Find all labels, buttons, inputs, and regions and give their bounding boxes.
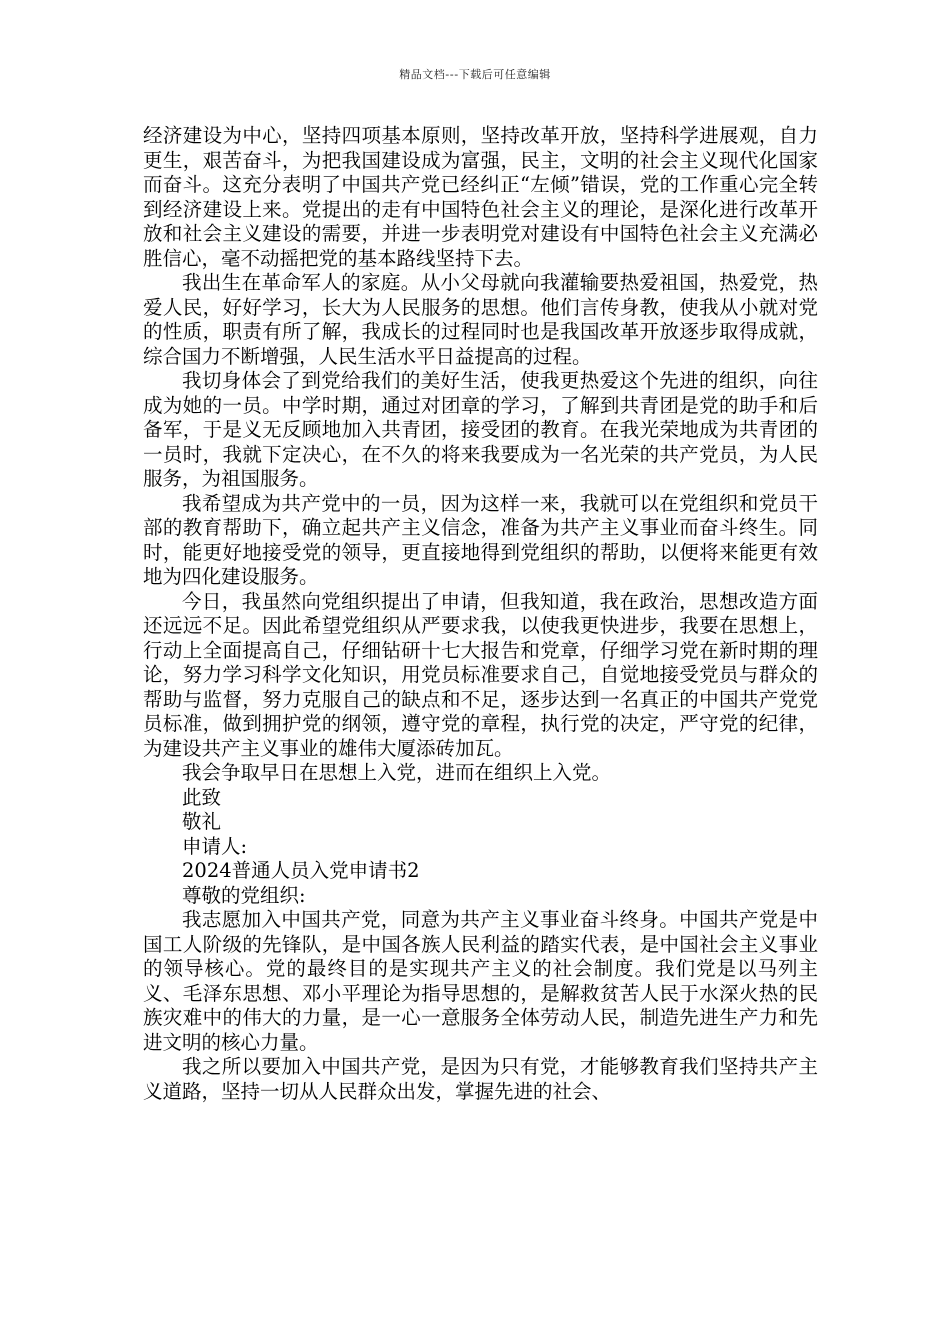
paragraph-3: 我切身体会了到党给我们的美好生活，使我更热爱这个先进的组织，向往成为她的一员。中学时期，通过对团章的学习，了解到共青团是党的助手和后备军，于是义无反顾地加入共青团，接受团的教育。在我光荣地成为共青团的一员时，我就下定决心，在不久的将来我要成为一名光荣的共产党员，为人民服务，为祖国服务。: [143, 369, 818, 490]
document-body: [143, 124, 818, 1104]
applicant-line: 申请人:: [182, 834, 248, 858]
paragraph-12: 我志愿加入中国共产党，同意为共产主义事业奋斗终身。中国共产党是中国工人阶级的先锋队，是中国各族人民利益的踏实代表，是中国社会主义事业的领导核心。党的最终目的是实现共产主义的社会制度。我们党是以马列主义、毛泽东思想、邓小平理论为指导思想的，是解救贫苦人民于水深火热的民族灾难中的伟大的力量，是一心一意服务全体劳动人民，制造先进生产力和先进文明的核心力量。: [143, 908, 818, 1054]
paragraph-5: 今日，我虽然向党组织提出了申请，但我知道，我在政治，思想改造方面还远远不足。因此希望党组织从严要求我，以使我更快进步，我要在思想上，行动上全面提高自己，仔细钻研十七大报告和党章，仔细学习党在新时期的理论，努力学习科学文化知识，用党员标准要求自己，自觉地接受党员与群众的帮助与监督，努力克服自己的缺点和不足，逐步达到一名真正的中国共产党党员标准，做到拥护党的纲领，遵守党的章程，执行党的决定，严守党的纪律，为建设共产主义事业的雄伟大厦添砖加瓦。: [143, 589, 818, 760]
paragraph-2: 我出生在革命军人的家庭。从小父母就向我灌输要热爱祖国，热爱党，热爱人民，好好学习，长大为人民服务的思想。他们言传身教，使我从小就对党的性质，职责有所了解，我成长的过程同时也是我国改革开放逐步取得成就，综合国力不断增强，人民生活水平日益提高的过程。: [143, 271, 818, 368]
section-title: 2024普通人员入党申请书2: [182, 859, 420, 882]
closing-salutation: 此致: [182, 785, 222, 809]
paragraph-1: 经济建设为中心，坚持四项基本原则，坚持改革开放，坚持科学进展观，自力更生，艰苦奋斗，为把我国建设成为富强，民主，文明的社会主义现代化国家而奋斗。这充分表明了中国共产党已经纠正“左倾”错误，党的工作重心完全转到经济建设上来。党提出的走有中国特色社会主义的理论，是深化进行改革开放和社会主义建设的需要，并进一步表明党对建设有中国特色社会主义充满必胜信心，毫不动摇把党的基本路线坚持下去。: [143, 124, 818, 270]
paragraph-13: 我之所以要加入中国共产党，是因为只有党，才能够教育我们坚持共产主义道路，坚持一切从人民群众出发，掌握先进的社会、: [143, 1055, 818, 1103]
paragraph-6: 我会争取早日在思想上入党，进而在组织上入党。: [182, 761, 612, 784]
paragraph-4: 我希望成为共产党中的一员，因为这样一来，我就可以在党组织和党员干部的教育帮助下，确立起共产主义信念，准备为共产主义事业而奋斗终生。同时，能更好地接受党的领导，更直接地得到党组织的帮助，以便将来能更有效地为四化建设服务。: [143, 491, 818, 588]
page-header: 精品文档---下载后可任意编辑: [399, 68, 551, 81]
greeting-line: 尊敬的党组织:: [182, 883, 306, 907]
closing-regards: 敬礼: [182, 810, 222, 833]
